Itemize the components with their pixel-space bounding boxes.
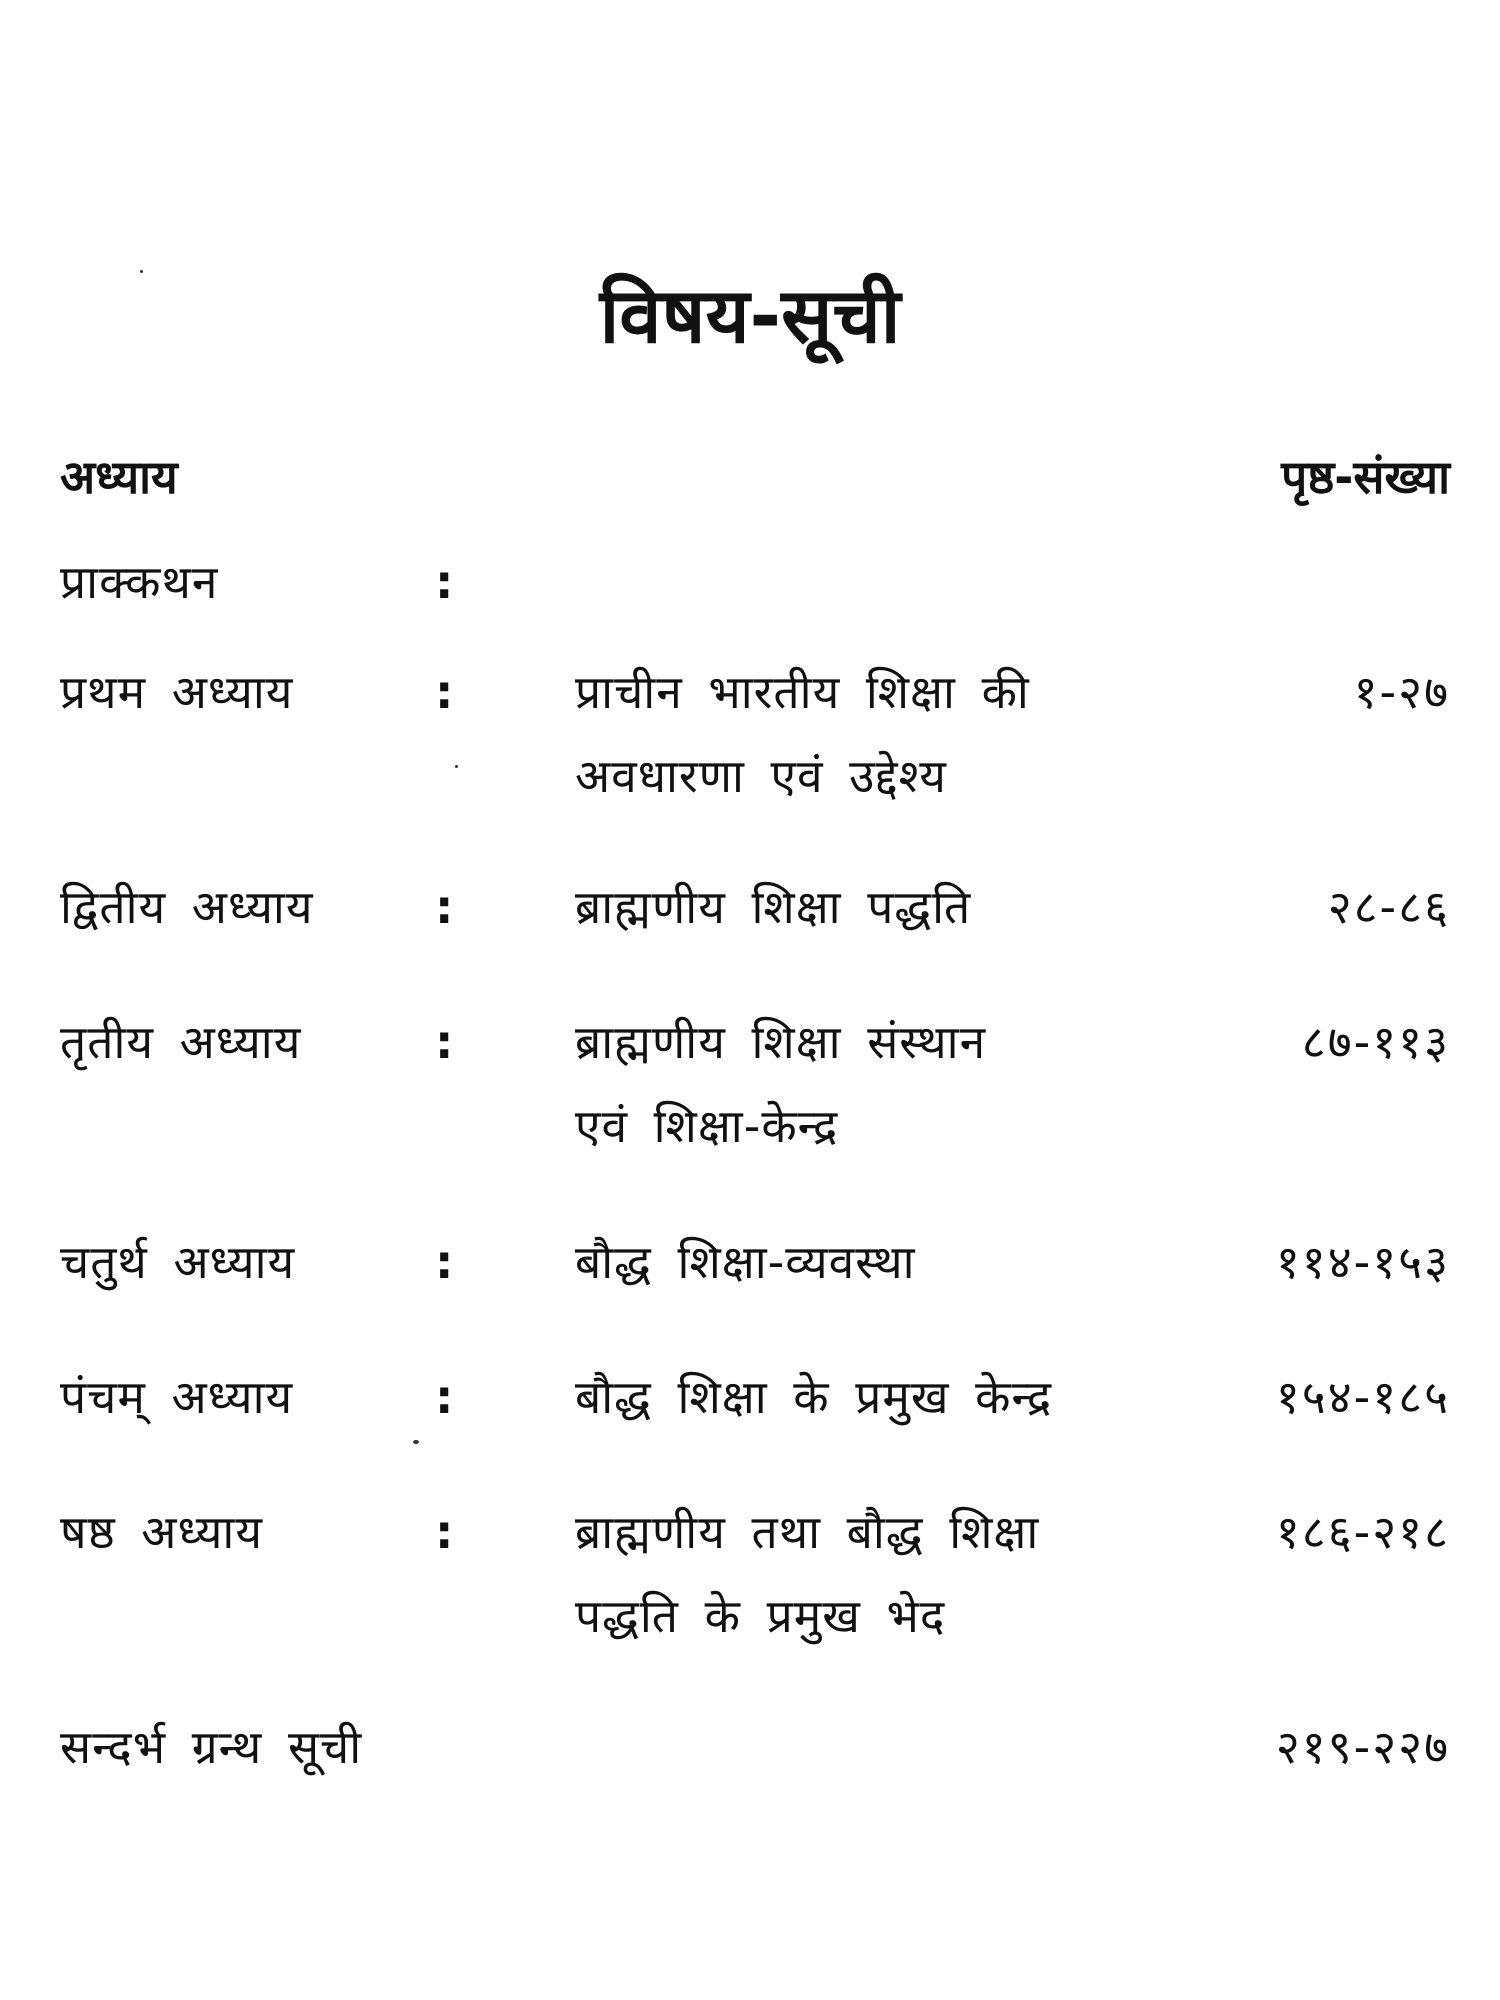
toc-entry-chapter: तृतीय अध्याय (60, 1015, 302, 1069)
toc-entry-chapter: द्वितीय अध्याय (60, 880, 314, 934)
toc-entry-topic-line: बौद्ध शिक्षा के प्रमुख केन्द्र (575, 1370, 1053, 1424)
toc-entry-chapter: षष्ठ अध्याय (60, 1505, 264, 1559)
toc-entry-colon: : (435, 555, 454, 609)
scan-speck (413, 1440, 419, 1444)
toc-entry-chapter: प्रथम अध्याय (60, 665, 294, 719)
toc-entry-topic-line: ब्राह्मणीय तथा बौद्ध शिक्षा (575, 1505, 1040, 1559)
toc-entry-chapter: चतुर्थ अध्याय (60, 1235, 296, 1289)
toc-entry-topic-line: एवं शिक्षा-केन्द्र (575, 1099, 839, 1153)
toc-entry-pages: ११४-१५३ (1275, 1235, 1450, 1289)
chapter-column-header: अध्याय (60, 450, 178, 504)
toc-entry-pages: १८६-२१८ (1275, 1505, 1450, 1559)
toc-entry-topic (575, 1355, 1135, 1439)
toc-entry-topic-line: बौद्ध शिक्षा-व्यवस्था (575, 1235, 916, 1289)
toc-entry-colon: : (435, 880, 454, 934)
toc-entry-pages: २१९-२२७ (1275, 1720, 1450, 1774)
toc-entry-topic (575, 1000, 1135, 1168)
toc-entry-chapter: सन्दर्भ ग्रन्थ सूची (60, 1720, 363, 1774)
page-number-column-header: पृष्ठ-संख्या (1281, 450, 1450, 504)
toc-entry-pages: ८७-११३ (1301, 1015, 1450, 1069)
page-title: विषय-सूची (599, 271, 901, 360)
scan-speck (140, 270, 143, 273)
scan-speck (455, 765, 458, 768)
toc-entry-colon: : (435, 1505, 454, 1559)
toc-entry-topic-line: अवधारणा एवं उद्देश्य (575, 749, 947, 803)
toc-entry-topic-line: पद्धति के प्रमुख भेद (575, 1589, 946, 1643)
toc-entry-topic (575, 1490, 1135, 1658)
toc-entry-topic (575, 865, 1135, 949)
toc-entry-topic-line: ब्राह्मणीय शिक्षा संस्थान (575, 1015, 987, 1069)
toc-entry-pages: १-२७ (1353, 665, 1450, 719)
toc-entry-pages: १५४-१८५ (1275, 1370, 1450, 1424)
toc-entry-topic-line: ब्राह्मणीय शिक्षा पद्धति (575, 880, 972, 934)
toc-entry-topic (575, 1220, 1135, 1304)
toc-entry-pages: २८-८६ (1327, 880, 1450, 934)
toc-entry-colon: : (435, 1370, 454, 1424)
toc-entry-colon: : (435, 665, 454, 719)
toc-entry-topic (575, 650, 1135, 818)
toc-entry-chapter: पंचम् अध्याय (60, 1370, 294, 1424)
toc-entry-topic-line: प्राचीन भारतीय शिक्षा की (575, 665, 1030, 719)
toc-entry-colon: : (435, 1235, 454, 1289)
toc-entry-chapter: प्राक्कथन (60, 555, 219, 609)
toc-entry-colon: : (435, 1015, 454, 1069)
